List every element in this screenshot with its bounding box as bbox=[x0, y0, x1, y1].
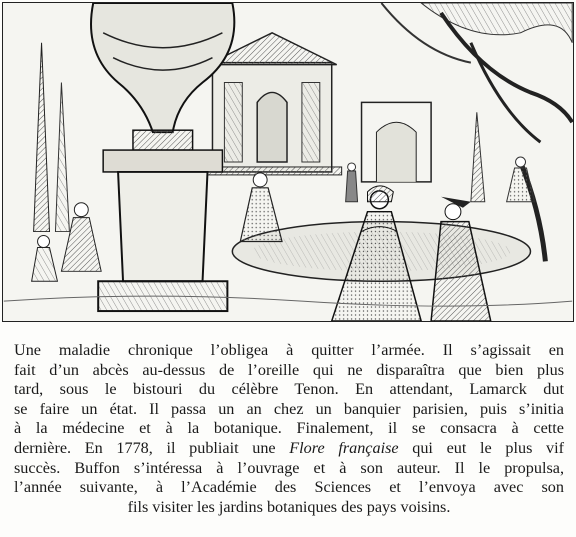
caption-text: qui eut le plus vif bbox=[398, 438, 565, 457]
caption-line: fait d’un abcès au-dessus de l’oreille qui ne disparaîtra que bien plus bbox=[14, 360, 564, 379]
book-title-italic: Flore française bbox=[289, 438, 399, 457]
caption-line: se faire un état. Il passa un an chez un banquier parisien, puis s’initia bbox=[14, 399, 564, 418]
engraving-drawing bbox=[3, 3, 573, 321]
caption-line: à la médecine et à la botanique. Finalement, il se consacra à cette bbox=[14, 419, 564, 438]
caption-last-line: fils visiter les jardins botaniques des pays voisins. bbox=[127, 497, 451, 516]
garden-engraving-illustration bbox=[2, 2, 574, 322]
caption-text: dernière. En 1778, il publiait une bbox=[14, 438, 290, 457]
caption-paragraph bbox=[14, 341, 564, 517]
caption-line bbox=[14, 439, 564, 459]
caption-line: l’année suivante, à l’Académie des Sciences et l’envoya avec son bbox=[14, 478, 564, 497]
caption-line: Une maladie chronique l’obligea à quitter l’armée. Il s’agissait en bbox=[14, 341, 564, 359]
caption-line: tard, sous le bistouri du célèbre Tenon. En attendant, Lamarck dut bbox=[14, 380, 564, 399]
caption-line: succès. Buffon s’intéressa à l’ouvrage et à son auteur. Il le propulsa, bbox=[14, 458, 564, 477]
